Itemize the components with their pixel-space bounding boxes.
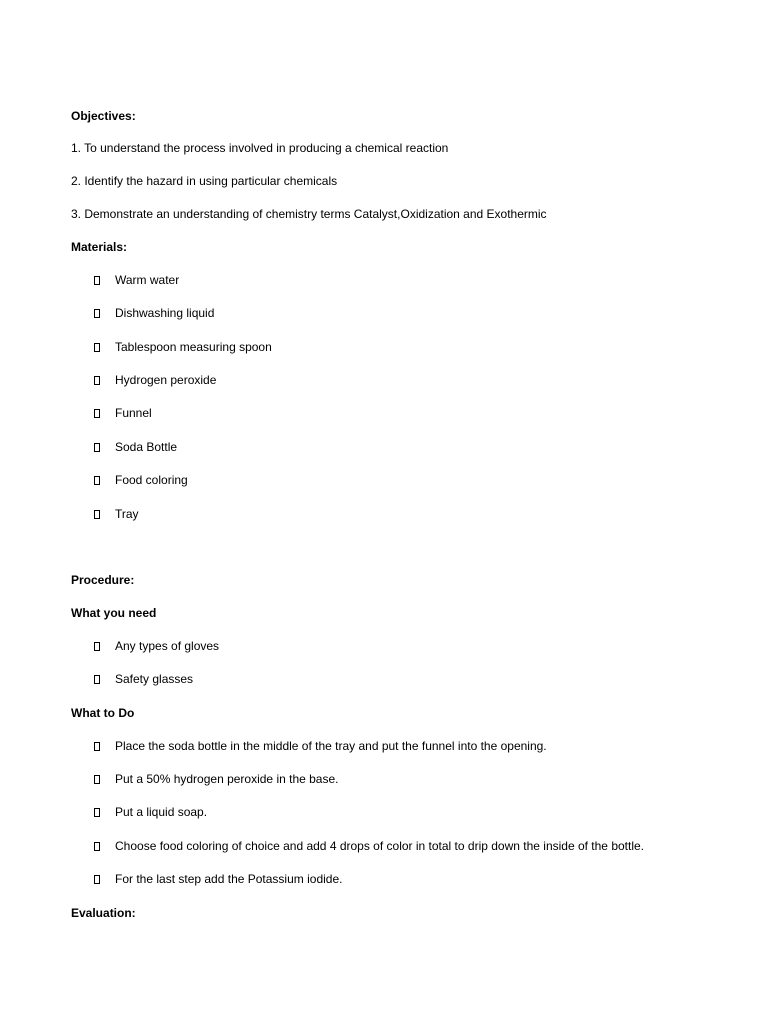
objective-item: 3. Demonstrate an understanding of chemistry terms Catalyst,Oxidization and Exothermic (71, 207, 547, 221)
material-item (94, 439, 177, 455)
material-label: Funnel (115, 406, 152, 420)
bullet-box-icon (94, 675, 100, 684)
bullet-box-icon (94, 309, 100, 318)
bullet-box-icon (94, 875, 100, 884)
material-label: Tablespoon measuring spoon (115, 340, 272, 354)
material-label: Dishwashing liquid (115, 306, 215, 320)
bullet-box-icon (94, 642, 100, 651)
procedure-heading: Procedure: (71, 573, 135, 587)
bullet-box-icon (94, 443, 100, 452)
material-label: Soda Bottle (115, 440, 178, 454)
material-label: Tray (115, 507, 139, 521)
objectives-heading: Objectives: (71, 109, 136, 123)
need-item (94, 671, 193, 687)
step-label: For the last step add the Potassium iodide. (115, 872, 343, 886)
step-item (94, 804, 207, 820)
bullet-box-icon (94, 409, 100, 418)
step-label: Put a 50% hydrogen peroxide in the base. (115, 772, 339, 786)
need-label: Safety glasses (115, 672, 194, 686)
material-item (94, 372, 216, 388)
step-item (94, 871, 342, 887)
material-item (94, 405, 152, 421)
objective-item: 1. To understand the process involved in producing a chemical reaction (71, 141, 449, 155)
material-item (94, 339, 272, 355)
material-label: Warm water (115, 273, 180, 287)
material-item (94, 506, 139, 522)
bullet-box-icon (94, 343, 100, 352)
material-item (94, 272, 179, 288)
materials-heading: Materials: (71, 240, 128, 254)
step-label: Place the soda bottle in the middle of the tray and put the funnel into the opening. (115, 739, 547, 753)
bullet-box-icon (94, 476, 100, 485)
step-item (94, 771, 339, 787)
bullet-box-icon (94, 842, 100, 851)
material-item (94, 472, 188, 488)
step-item (94, 738, 547, 754)
what-you-need-heading: What you need (71, 606, 157, 620)
bullet-box-icon (94, 742, 100, 751)
evaluation-heading: Evaluation: (71, 906, 136, 920)
bullet-box-icon (94, 775, 100, 784)
bullet-box-icon (94, 510, 100, 519)
bullet-box-icon (94, 276, 100, 285)
step-label: Choose food coloring of choice and add 4 drops of color in total to drip down the inside of the bottle. (115, 839, 645, 853)
material-item (94, 305, 214, 321)
what-to-do-heading: What to Do (71, 706, 135, 720)
material-label: Hydrogen peroxide (115, 373, 217, 387)
bullet-box-icon (94, 376, 100, 385)
material-label: Food coloring (115, 473, 188, 487)
bullet-box-icon (94, 808, 100, 817)
objective-item: 2. Identify the hazard in using particular chemicals (71, 174, 338, 188)
need-item (94, 638, 219, 654)
need-label: Any types of gloves (115, 639, 220, 653)
step-label: Put a liquid soap. (115, 805, 208, 819)
step-item (94, 838, 644, 854)
